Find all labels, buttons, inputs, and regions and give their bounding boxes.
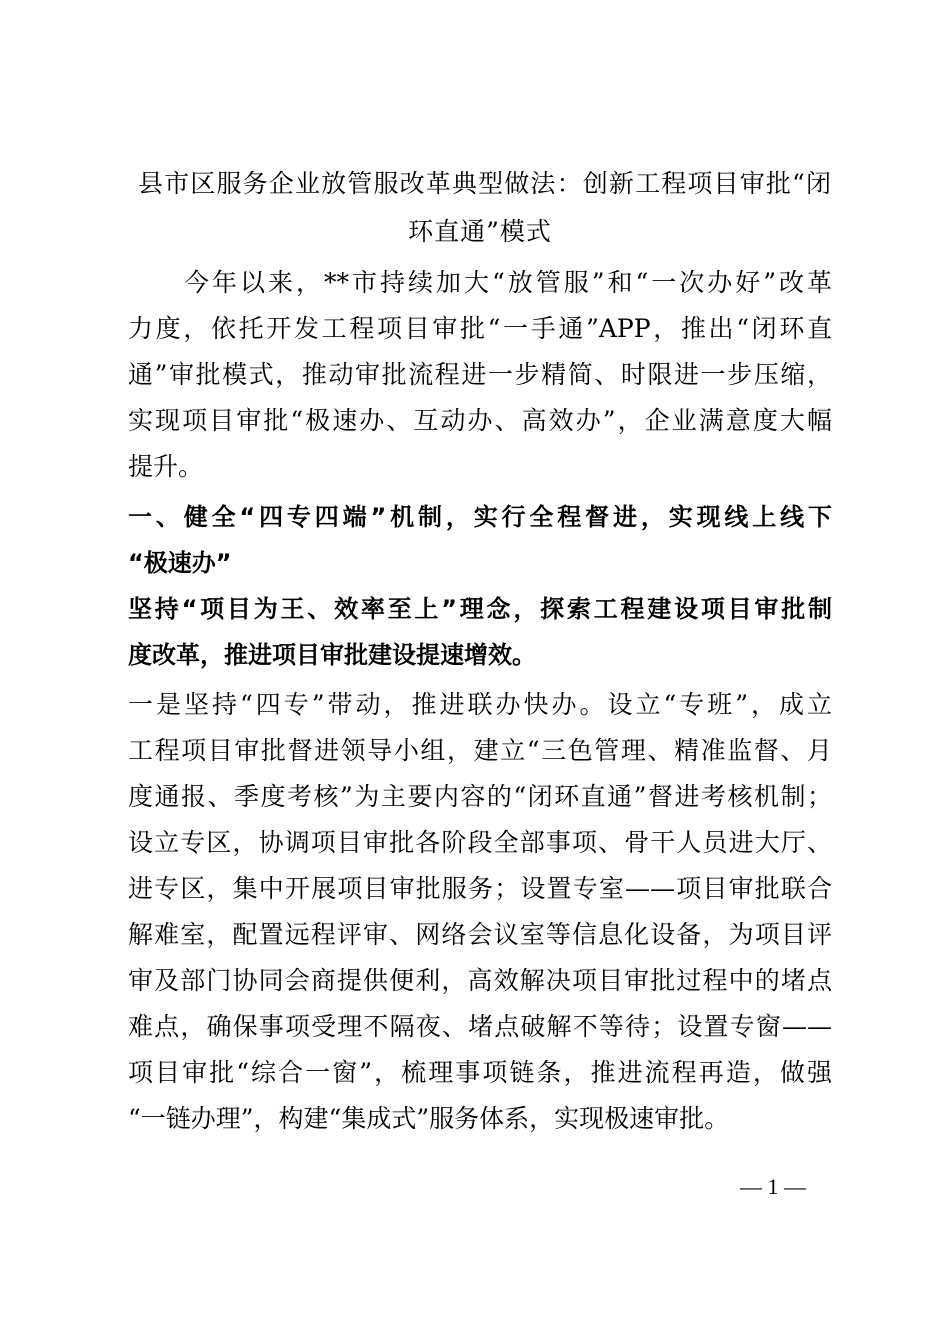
intro-line: 力度，依托开发工程项目审批“一手通”APP，推出“闭环直 xyxy=(128,314,832,343)
intro-paragraph xyxy=(128,260,832,490)
document-title-line-2: 环直通”模式 xyxy=(408,217,552,246)
intro-line: 通”审批模式，推动审批流程进一步精简、时限进一步压缩， xyxy=(128,360,832,389)
lead-line: 度改革，推进项目审批建设提速增效。 xyxy=(128,641,536,669)
body-line: 进专区，集中开展项目审批服务；设置专室——项目审批联合 xyxy=(128,874,832,903)
body-line: 一是坚持“四专”带动，推进联办快办。设立“专班”，成立 xyxy=(128,690,832,719)
intro-line: 今年以来，**市持续加大“放管服”和“一次办好”改革 xyxy=(184,268,832,297)
intro-line: 提升。 xyxy=(128,452,204,481)
intro-line: 实现项目审批“极速办、互动办、高效办”，企业满意度大幅 xyxy=(128,406,832,435)
body-line: “一链办理”，构建“集成式”服务体系，实现极速审批。 xyxy=(128,1104,730,1133)
body-line: 难点，确保事项受理不隔夜、堵点破解不等待；设置专窗—— xyxy=(128,1012,832,1041)
body-line: 工程项目审批督进领导小组，建立“三色管理、精准监督、月 xyxy=(128,736,832,765)
body-line: 项目审批“综合一窗”，梳理事项链条，推进流程再造，做强 xyxy=(128,1058,832,1087)
document-page xyxy=(128,160,832,1142)
body-line: 解难室，配置远程评审、网络会议室等信息化设备，为项目评 xyxy=(128,920,832,949)
body-line: 设立专区，协调项目审批各阶段全部事项、骨干人员进大厅、 xyxy=(128,828,832,857)
section-1-body xyxy=(128,682,832,1142)
heading-line: “极速办” xyxy=(128,549,232,577)
body-line: 度通报、季度考核”为主要内容的“闭环直通”督进考核机制； xyxy=(128,782,832,811)
heading-line: 一、健全“四专四端”机制，实行全程督进，实现线上线下 xyxy=(128,503,832,531)
body-line: 审及部门协同会商提供便利，高效解决项目审批过程中的堵点 xyxy=(128,966,832,995)
section-1-heading xyxy=(128,494,832,586)
section-1-lead xyxy=(128,586,832,678)
document-title-line-1: 县市区服务企业放管服改革典型做法：创新工程项目审批“闭 xyxy=(138,169,832,198)
lead-line: 坚持“项目为王、效率至上”理念，探索工程建设项目审批制 xyxy=(128,595,832,623)
page-number: — 1 — xyxy=(740,1174,806,1199)
